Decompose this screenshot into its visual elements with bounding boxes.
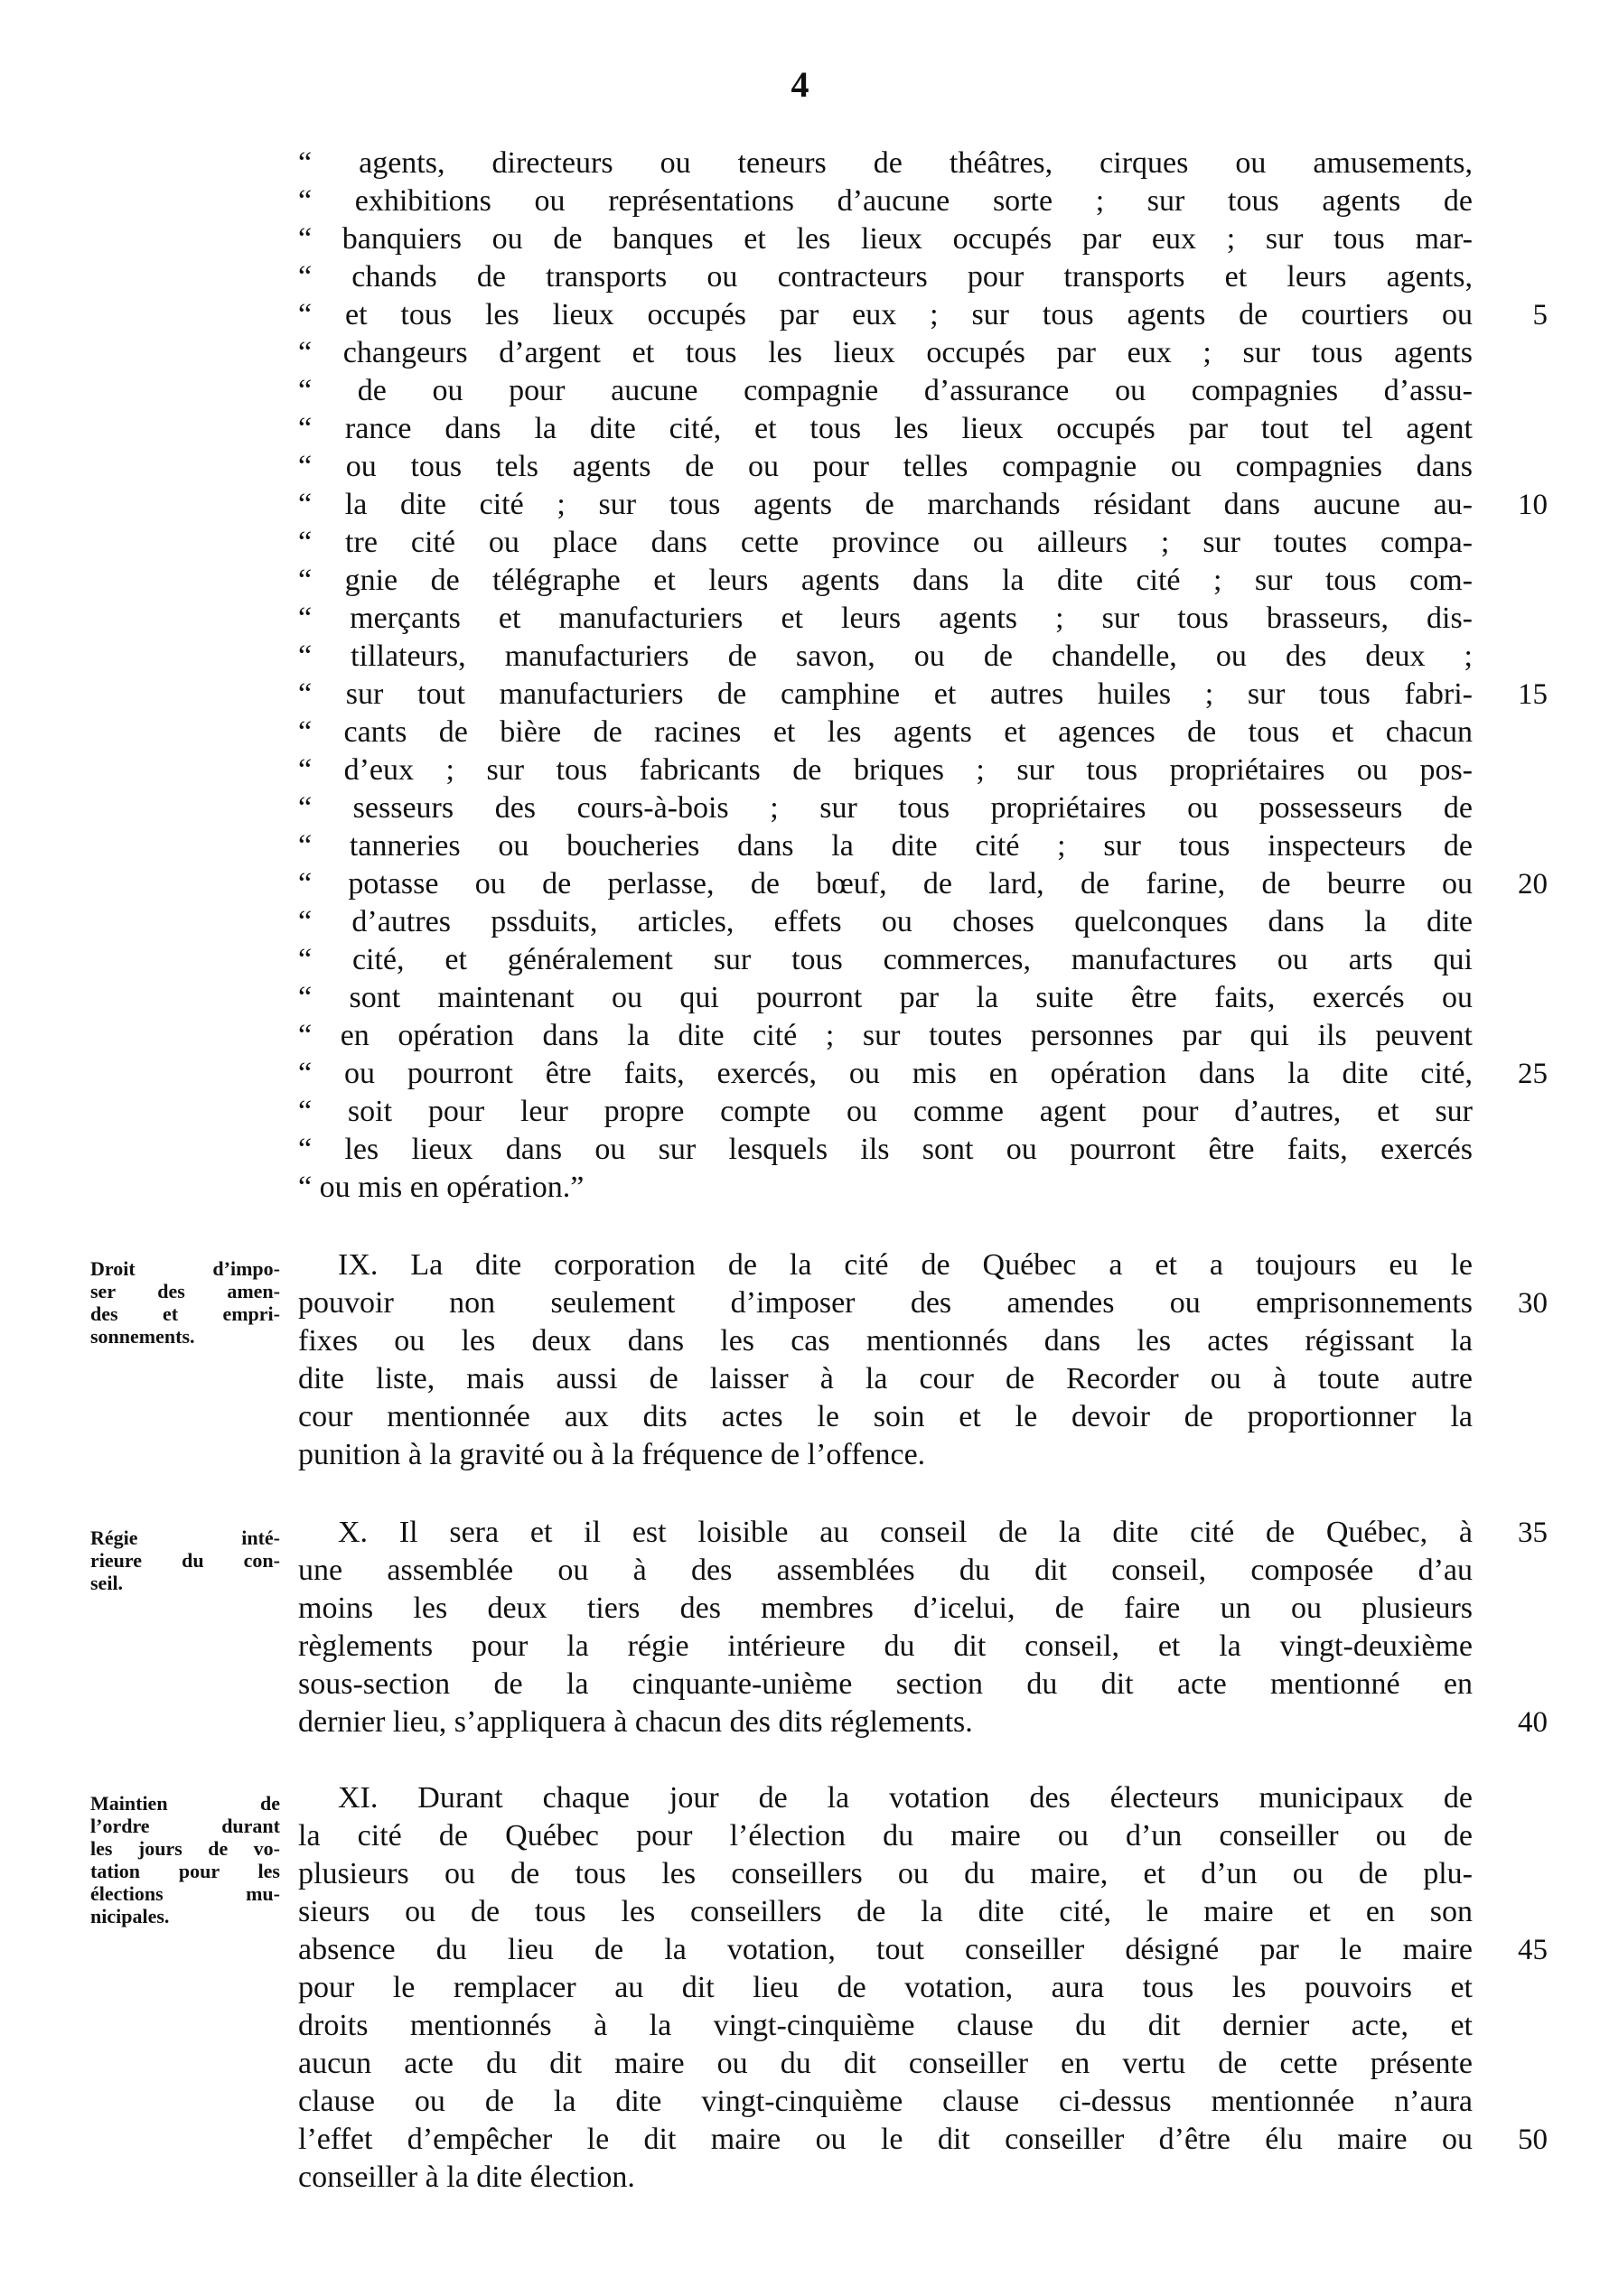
text-line: XI. Durant chaque jour de la votation des électeurs municipaux de — [338, 1781, 1473, 1815]
text-line: cour mentionnée aux dits actes le soin et le devoir de proportionner la — [298, 1400, 1473, 1433]
text-line: “ tre cité ou place dans cette province ou ailleurs ; sur toutes compa- — [298, 526, 1473, 559]
text-line: moins les deux tiers des membres d’icelui, de faire un ou plusieurs — [298, 1591, 1473, 1625]
text-line: “ gnie de télégraphe et leurs agents dans la dite cité ; sur tous com- — [298, 564, 1473, 597]
line-number: 10 — [1518, 489, 1548, 521]
text-line: “ les lieux dans ou sur lesquels ils sont ou pourront être faits, exercés — [298, 1133, 1473, 1166]
line-number: 40 — [1518, 1706, 1548, 1739]
line-number: 25 — [1518, 1058, 1548, 1090]
margin-note-line: des et empri- — [90, 1302, 280, 1325]
margin-note-line: Droit d’impo- — [90, 1257, 280, 1280]
text-line: “ tanneries ou boucheries dans la dite cité ; sur tous inspecteurs de — [298, 829, 1473, 863]
text-line: conseiller à la dite élection. — [298, 2161, 635, 2194]
text-line: “ sesseurs des cours-à-bois ; sur tous propriétaires ou possesseurs de — [298, 791, 1473, 825]
margin-note-section-xi — [90, 1792, 280, 1927]
text-line: fixes ou les deux dans les cas mentionnés dans les actes régissant la — [298, 1324, 1473, 1358]
margin-note-line: nicipales. — [90, 1905, 170, 1927]
text-line: dite liste, mais aussi de laisser à la cour de Recorder ou à toute autre — [298, 1362, 1473, 1395]
text-line: “ ou pourront être faits, exercés, ou mis en opération dans la dite cité, — [298, 1057, 1473, 1090]
text-line: pouvoir non seulement d’imposer des amendes ou emprisonnements — [298, 1286, 1473, 1320]
margin-note-line: seil. — [90, 1572, 124, 1594]
text-line: “ rance dans la dite cité, et tous les lieux occupés par tout tel agent — [298, 412, 1473, 445]
text-line: “ de ou pour aucune compagnie d’assurance ou compagnies d’assu- — [298, 374, 1473, 407]
line-number: 45 — [1518, 1934, 1548, 1966]
text-line: X. Il sera et il est loisible au conseil de la dite cité de Québec, à — [338, 1516, 1473, 1549]
text-line: “ banquiers ou de banques et les lieux occupés par eux ; sur tous mar- — [298, 222, 1473, 256]
page-number: 4 — [791, 64, 809, 105]
text-line: plusieurs ou de tous les conseillers ou du maire, et d’un ou de plu- — [298, 1857, 1473, 1890]
text-line: punition à la gravité ou à la fréquence de l’offence. — [298, 1438, 926, 1471]
text-line: “ changeurs d’argent et tous les lieux occupés par eux ; sur tous agents — [298, 336, 1473, 369]
text-line: “ cité, et généralement sur tous commerces, manufactures ou arts qui — [298, 943, 1473, 976]
text-line: “ sont maintenant ou qui pourront par la suite être faits, exercés ou — [298, 981, 1473, 1014]
text-line: “ tillateurs, manufacturiers de savon, ou de chandelle, ou des deux ; — [298, 639, 1473, 673]
text-line: sieurs ou de tous les conseillers de la dite cité, le maire et en son — [298, 1895, 1473, 1928]
text-line: “ la dite cité ; sur tous agents de marchands résidant dans aucune au- — [298, 488, 1473, 521]
margin-note-section-ix — [90, 1257, 280, 1348]
line-number: 15 — [1518, 678, 1548, 711]
text-line: l’effet d’empêcher le dit maire ou le dit conseiller d’être élu maire ou — [298, 2123, 1473, 2156]
text-line: absence du lieu de la votation, tout conseiller désigné par le maire — [298, 1933, 1473, 1966]
text-line: droits mentionnés à la vingt-cinquième clause du dit dernier acte, et — [298, 2009, 1473, 2042]
text-line: “ en opération dans la dite cité ; sur toutes personnes par qui ils peuvent — [298, 1019, 1473, 1052]
text-line: “ d’eux ; sur tous fabricants de briques ; sur tous propriétaires ou pos- — [298, 753, 1473, 787]
line-number: 30 — [1518, 1287, 1548, 1320]
margin-note-line: élections mu- — [90, 1882, 280, 1905]
text-line: “ merçants et manufacturiers et leurs agents ; sur tous brasseurs, dis- — [298, 602, 1473, 635]
text-line: clause ou de la dite vingt-cinquième clause ci-dessus mentionnée n’aura — [298, 2085, 1473, 2118]
margin-note-line: sonnements. — [90, 1325, 195, 1348]
text-line: la cité de Québec pour l’élection du maire ou d’un conseiller ou de — [298, 1819, 1473, 1853]
text-line: “ ou mis en opération.” — [298, 1171, 585, 1204]
text-line: “ cants de bière de racines et les agents et agences de tous et chacun — [298, 715, 1473, 749]
text-line: IX. La dite corporation de la cité de Québec a et a toujours eu le — [338, 1248, 1473, 1282]
line-number: 5 — [1532, 299, 1548, 331]
text-line: règlements pour la régie intérieure du dit conseil, et la vingt-deuxième — [298, 1629, 1473, 1663]
text-line: une assemblée ou à des assemblées du dit conseil, composée d’au — [298, 1554, 1473, 1587]
margin-note-line: tation pour les — [90, 1860, 280, 1882]
margin-note-line: l’ordre durant — [90, 1815, 280, 1837]
text-line: “ soit pour leur propre compte ou comme agent pour d’autres, et sur — [298, 1095, 1473, 1128]
margin-note-line: Régie inté- — [90, 1526, 280, 1549]
text-line: “ exhibitions ou représentations d’aucune sorte ; sur tous agents de — [298, 184, 1473, 218]
margin-note-section-x — [90, 1526, 280, 1594]
text-line: “ et tous les lieux occupés par eux ; sur tous agents de courtiers ou — [298, 298, 1473, 331]
text-line: sous-section de la cinquante-unième section du dit acte mentionné en — [298, 1667, 1473, 1701]
text-line: “ ou tous tels agents de ou pour telles compagnie ou compagnies dans — [298, 450, 1473, 483]
text-line: aucun acte du dit maire ou du dit conseiller en vertu de cette présente — [298, 2047, 1473, 2080]
text-line: “ potasse ou de perlasse, de bœuf, de lard, de farine, de beurre ou — [298, 867, 1473, 901]
text-line: “ agents, directeurs ou teneurs de théâtres, cirques ou amusements, — [298, 146, 1473, 180]
margin-note-line: Maintien de — [90, 1792, 280, 1815]
text-line: dernier lieu, s’appliquera à chacun des dits réglements. — [298, 1705, 973, 1739]
text-line: pour le remplacer au dit lieu de votation, aura tous les pouvoirs et — [298, 1971, 1473, 2004]
margin-note-line: les jours de vo- — [90, 1837, 280, 1860]
line-number: 35 — [1518, 1517, 1548, 1549]
text-line: “ d’autres pssduits, articles, effets ou choses quelconques dans la dite — [298, 905, 1473, 938]
line-number: 50 — [1518, 2123, 1548, 2156]
line-number: 20 — [1518, 868, 1548, 901]
text-line: “ sur tout manufacturiers de camphine et autres huiles ; sur tous fabri- — [298, 677, 1473, 711]
margin-note-line: rieure du con- — [90, 1549, 280, 1572]
margin-note-line: ser des amen- — [90, 1280, 280, 1302]
text-line: “ chands de transports ou contracteurs pour transports et leurs agents, — [298, 260, 1473, 294]
